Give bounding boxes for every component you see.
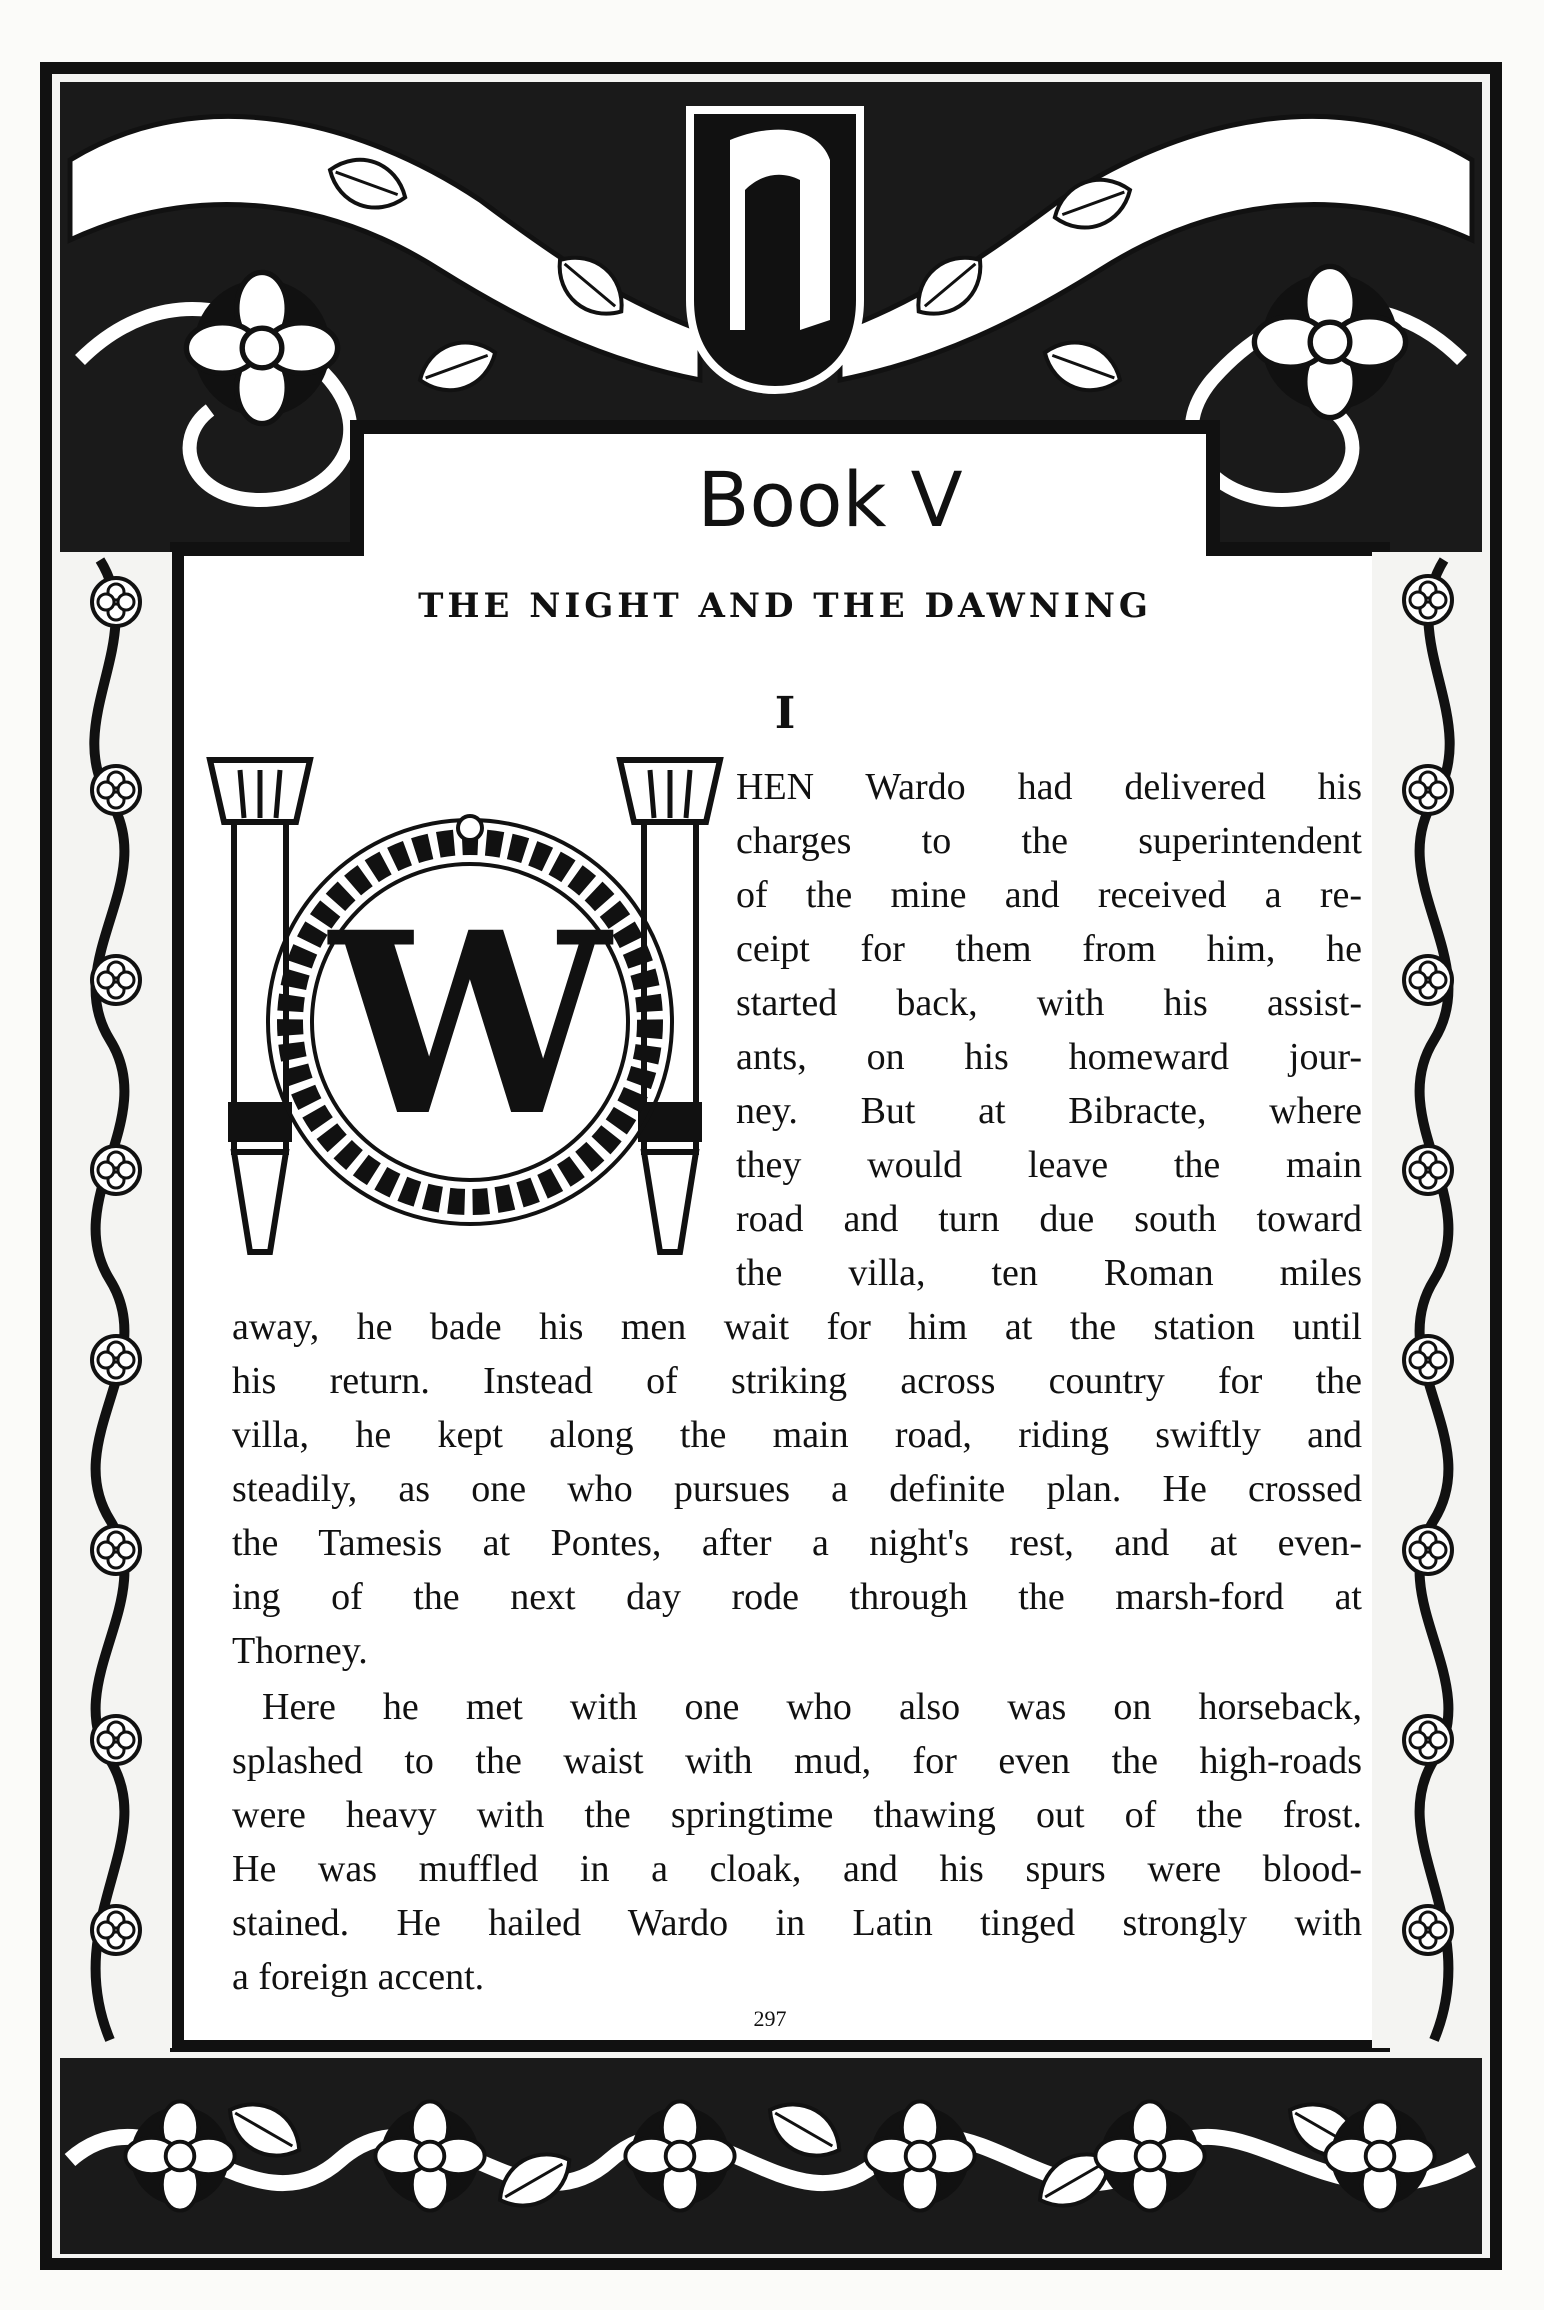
text-line: of the mine and received a re- [736, 874, 1362, 916]
text-line: steadily, as one who pursues a definite plan. He crossed [232, 1468, 1362, 1510]
right-ornament-column [1372, 552, 1484, 2048]
text-line: away, he bade his men wait for him at the station until [232, 1306, 1362, 1348]
bottom-ornament-band [60, 2058, 1482, 2254]
text-line: villa, he kept along the main road, riding swiftly and [232, 1414, 1362, 1456]
chapter-number: I [774, 688, 796, 739]
page-number: 297 [753, 2006, 787, 2031]
text-line: He was muffled in a cloak, and his spurs were blood- [232, 1848, 1362, 1890]
text-line: splashed to the waist with mud, for even the high-roads [232, 1740, 1362, 1782]
text-line: Here he met with one who also was on horseback, [262, 1686, 1362, 1728]
text-line: started back, with his assist- [736, 982, 1362, 1024]
text-line: stained. He hailed Wardo in Latin tinged strongly with [232, 1902, 1362, 1944]
harp-icon [690, 110, 860, 390]
text-line: charges to the superintendent [736, 820, 1362, 862]
drop-cap-illumination [200, 752, 740, 1272]
text-line: the villa, ten Roman miles [736, 1252, 1362, 1294]
book-heading: Book V [697, 455, 963, 544]
text-line: a foreign accent. [232, 1956, 485, 1998]
chapter-title: THE NIGHT AND THE DAWNING [418, 586, 1152, 626]
text-line: ney. But at Bibracte, where [736, 1090, 1362, 1132]
text-line: Thorney. [232, 1630, 368, 1672]
text-line: his return. Instead of striking across country for the [232, 1360, 1362, 1402]
text-line: were heavy with the springtime thawing out of the frost. [232, 1794, 1362, 1836]
left-ornament-column [60, 552, 172, 2048]
text-line: ceipt for them from him, he [736, 928, 1362, 970]
text-line: ing of the next day rode through the marsh-ford at [232, 1576, 1362, 1618]
text-line: HEN Wardo had delivered his [736, 766, 1362, 808]
text-line: they would leave the main [736, 1144, 1362, 1186]
drop-cap-letter: W [329, 877, 611, 1171]
text-line: ants, on his homeward jour- [736, 1036, 1362, 1078]
text-line: road and turn due south toward [736, 1198, 1362, 1240]
text-line: the Tamesis at Pontes, after a night's rest, and at even- [232, 1522, 1362, 1564]
